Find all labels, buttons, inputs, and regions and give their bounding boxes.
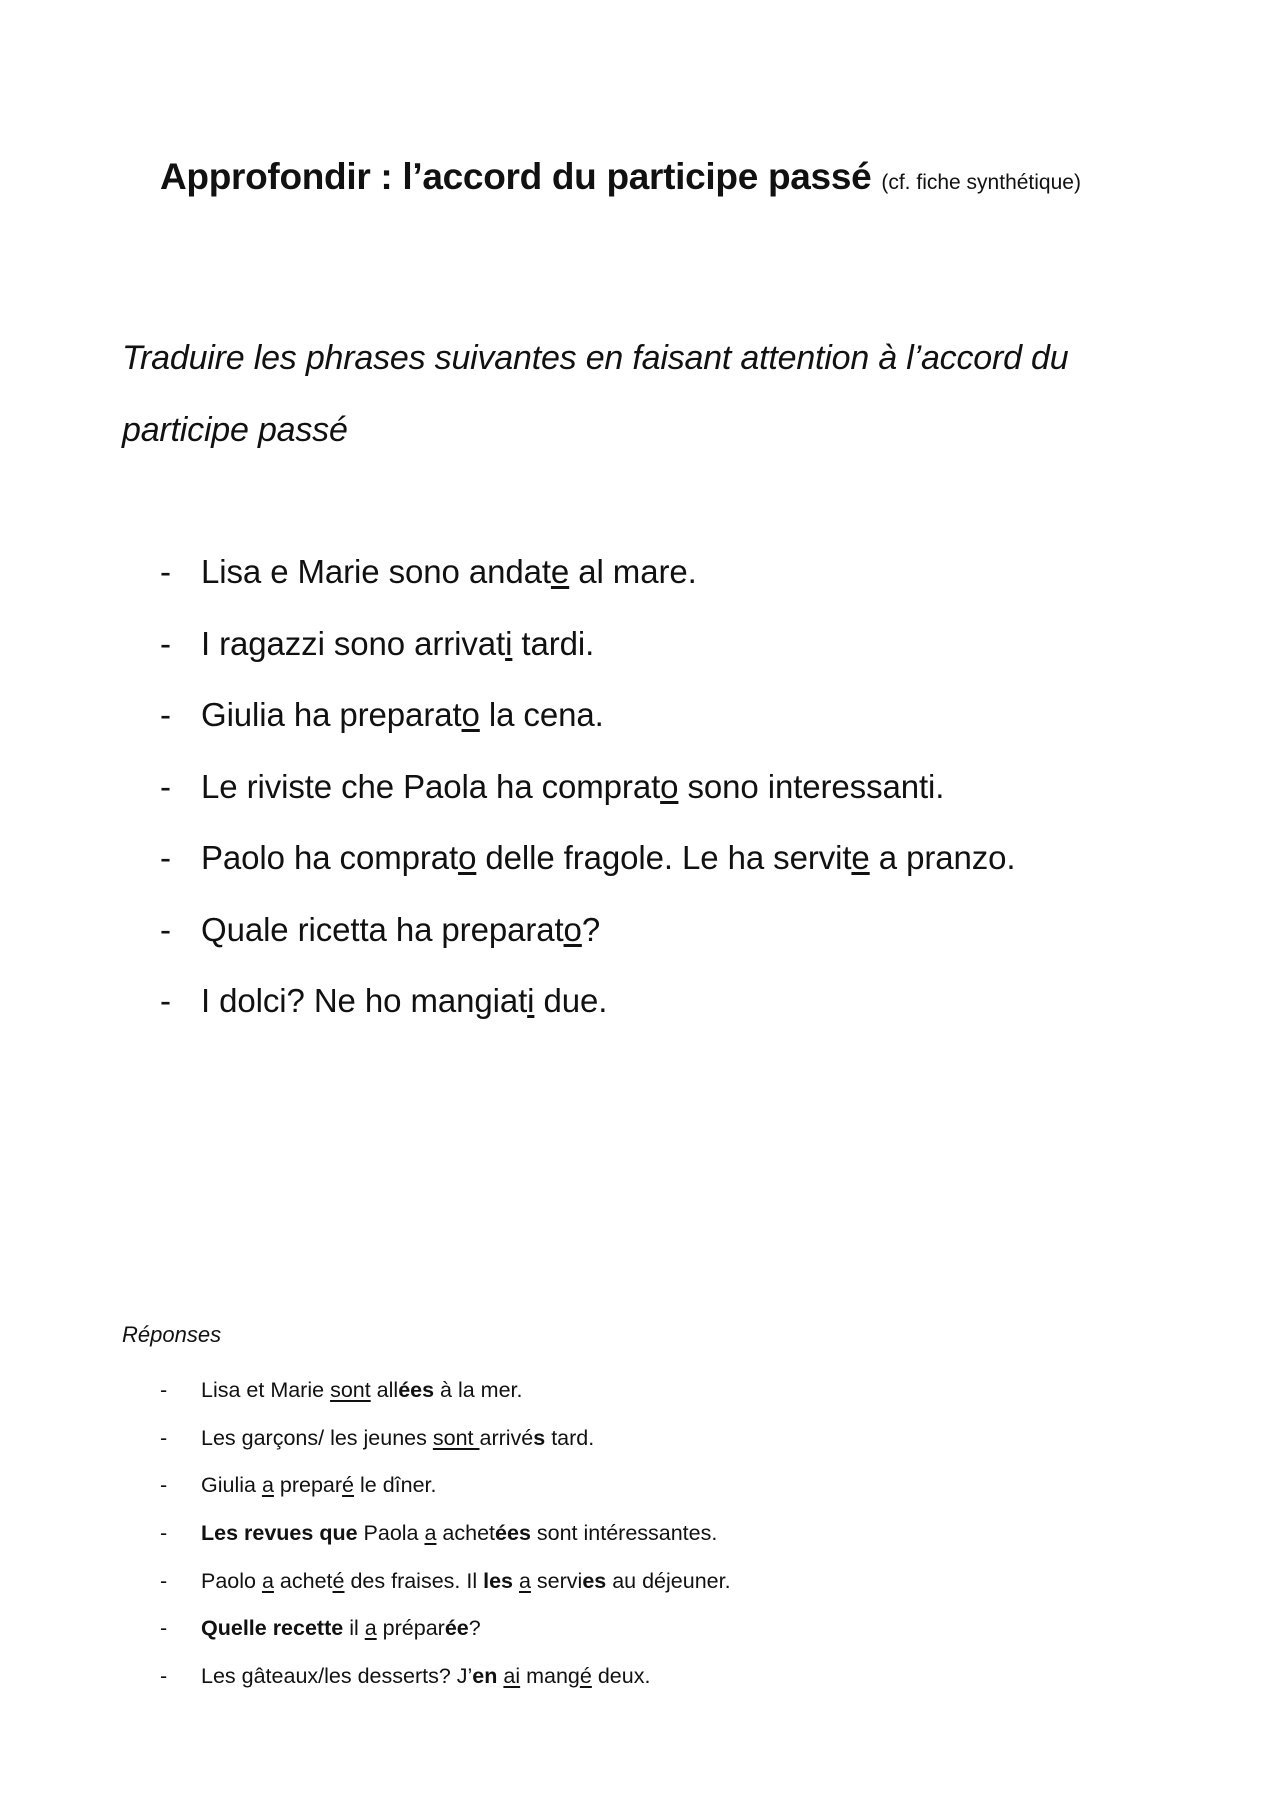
list-dash: -: [160, 1521, 168, 1546]
answer-item: [160, 1653, 731, 1701]
ending-underlined: o: [660, 767, 679, 805]
exercise-item: - I ragazzi sono arrivati tardi.: [160, 608, 1015, 680]
answer-text: des fraises. Il: [344, 1568, 484, 1593]
underlined-word: a: [518, 1568, 531, 1593]
underlined-word: é: [579, 1664, 592, 1689]
exercise-item: - Paolo ha comprato delle fragole. Le ha servite a pranzo.: [160, 822, 1015, 894]
bold-word: es: [582, 1568, 607, 1593]
list-dash: -: [160, 624, 171, 662]
answer-text: prepar: [273, 1473, 343, 1498]
answer-item: [160, 1558, 731, 1606]
exercise-item: - Le riviste che Paola ha comprato sono interessanti.: [160, 751, 1015, 823]
list-dash: -: [160, 910, 171, 948]
list-dash: -: [160, 767, 171, 805]
answer-item: [160, 1462, 731, 1510]
underlined-word: a: [364, 1616, 377, 1641]
answer-text: Giulia: [201, 1473, 262, 1498]
list-dash: -: [160, 1425, 168, 1450]
list-dash: -: [160, 1616, 168, 1641]
answer-text: au déjeuner.: [606, 1568, 731, 1593]
list-dash: -: [160, 982, 171, 1019]
underlined-word: é: [332, 1568, 345, 1593]
underlined-word: a: [261, 1473, 274, 1498]
title-note: (cf. fiche synthétique): [881, 171, 1081, 194]
exercise-item: - I dolci? Ne ho mangiati due.: [160, 965, 1015, 1037]
list-dash: -: [160, 1473, 168, 1498]
underlined-word: a: [261, 1568, 274, 1593]
answer-text: Lisa et Marie: [201, 1378, 331, 1402]
underlined-word: a: [424, 1521, 437, 1546]
underlined-word: é: [342, 1473, 355, 1498]
answer-text: Les garçons/ les jeunes: [201, 1425, 433, 1450]
bold-word: ées: [495, 1521, 531, 1546]
answer-item: [160, 1415, 731, 1463]
exercise-instruction: Traduire les phrases suivantes en faisant attention à l’accord du participe passé: [122, 339, 1069, 449]
answer-text: le dîner.: [354, 1473, 437, 1498]
answer-text: all: [370, 1378, 399, 1402]
ending-underlined: o: [458, 839, 477, 876]
answer-text: il: [343, 1616, 365, 1641]
list-dash: -: [160, 839, 171, 876]
exercise-item: - Giulia ha preparato la cena.: [160, 679, 1015, 751]
answer-item: [160, 1605, 731, 1653]
answer-item: [160, 1510, 731, 1558]
answers-heading: Réponses: [122, 1322, 222, 1347]
answer-text: mang: [520, 1664, 580, 1689]
list-dash: -: [160, 696, 171, 733]
ending-underlined: o: [563, 910, 582, 948]
ending-underlined: e: [851, 839, 870, 876]
list-dash: -: [160, 553, 171, 590]
bold-word: Quelle recette: [201, 1616, 344, 1641]
answer-text: Paola: [357, 1521, 425, 1546]
bold-word: en: [472, 1664, 498, 1689]
answer-text: Les gâteaux/les desserts? J’: [201, 1664, 473, 1689]
underlined-word: sont: [432, 1425, 480, 1450]
answer-text: prépar: [376, 1616, 445, 1641]
answer-item: [160, 1367, 731, 1415]
bold-word: s: [533, 1425, 546, 1450]
exercise-list: [160, 536, 1015, 1037]
answer-text: arrivé: [479, 1425, 534, 1450]
bold-word: Les revues que: [201, 1521, 358, 1546]
answer-text: tard.: [545, 1425, 595, 1450]
answer-text: achet: [273, 1568, 333, 1593]
answer-text: à la mer.: [434, 1378, 523, 1402]
page-title: [160, 156, 1081, 198]
answer-text: Paolo: [201, 1568, 262, 1593]
answer-text: servi: [530, 1568, 583, 1593]
bold-word: ées: [398, 1378, 435, 1402]
underlined-word: sont: [330, 1378, 371, 1402]
ending-underlined: i: [527, 982, 535, 1019]
answer-list: [160, 1367, 731, 1701]
list-dash: -: [160, 1378, 168, 1402]
exercise-item: - Lisa e Marie sono andate al mare.: [160, 536, 1015, 608]
answer-text: deux.: [591, 1664, 651, 1689]
ending-underlined: o: [461, 696, 480, 733]
underlined-word: ai: [503, 1664, 521, 1689]
answer-text: ?: [468, 1616, 481, 1641]
answer-text: achet: [436, 1521, 496, 1546]
answer-text: sont intéressantes.: [530, 1521, 718, 1546]
bold-word: ée: [444, 1616, 469, 1641]
ending-underlined: i: [505, 624, 513, 662]
title-text: Approfondir : l’accord du participe passé: [160, 156, 872, 197]
bold-word: les: [483, 1568, 513, 1593]
ending-underlined: e: [550, 553, 570, 590]
exercise-item: - Quale ricetta ha preparato?: [160, 894, 1015, 966]
list-dash: -: [160, 1568, 168, 1593]
list-dash: -: [160, 1664, 168, 1689]
